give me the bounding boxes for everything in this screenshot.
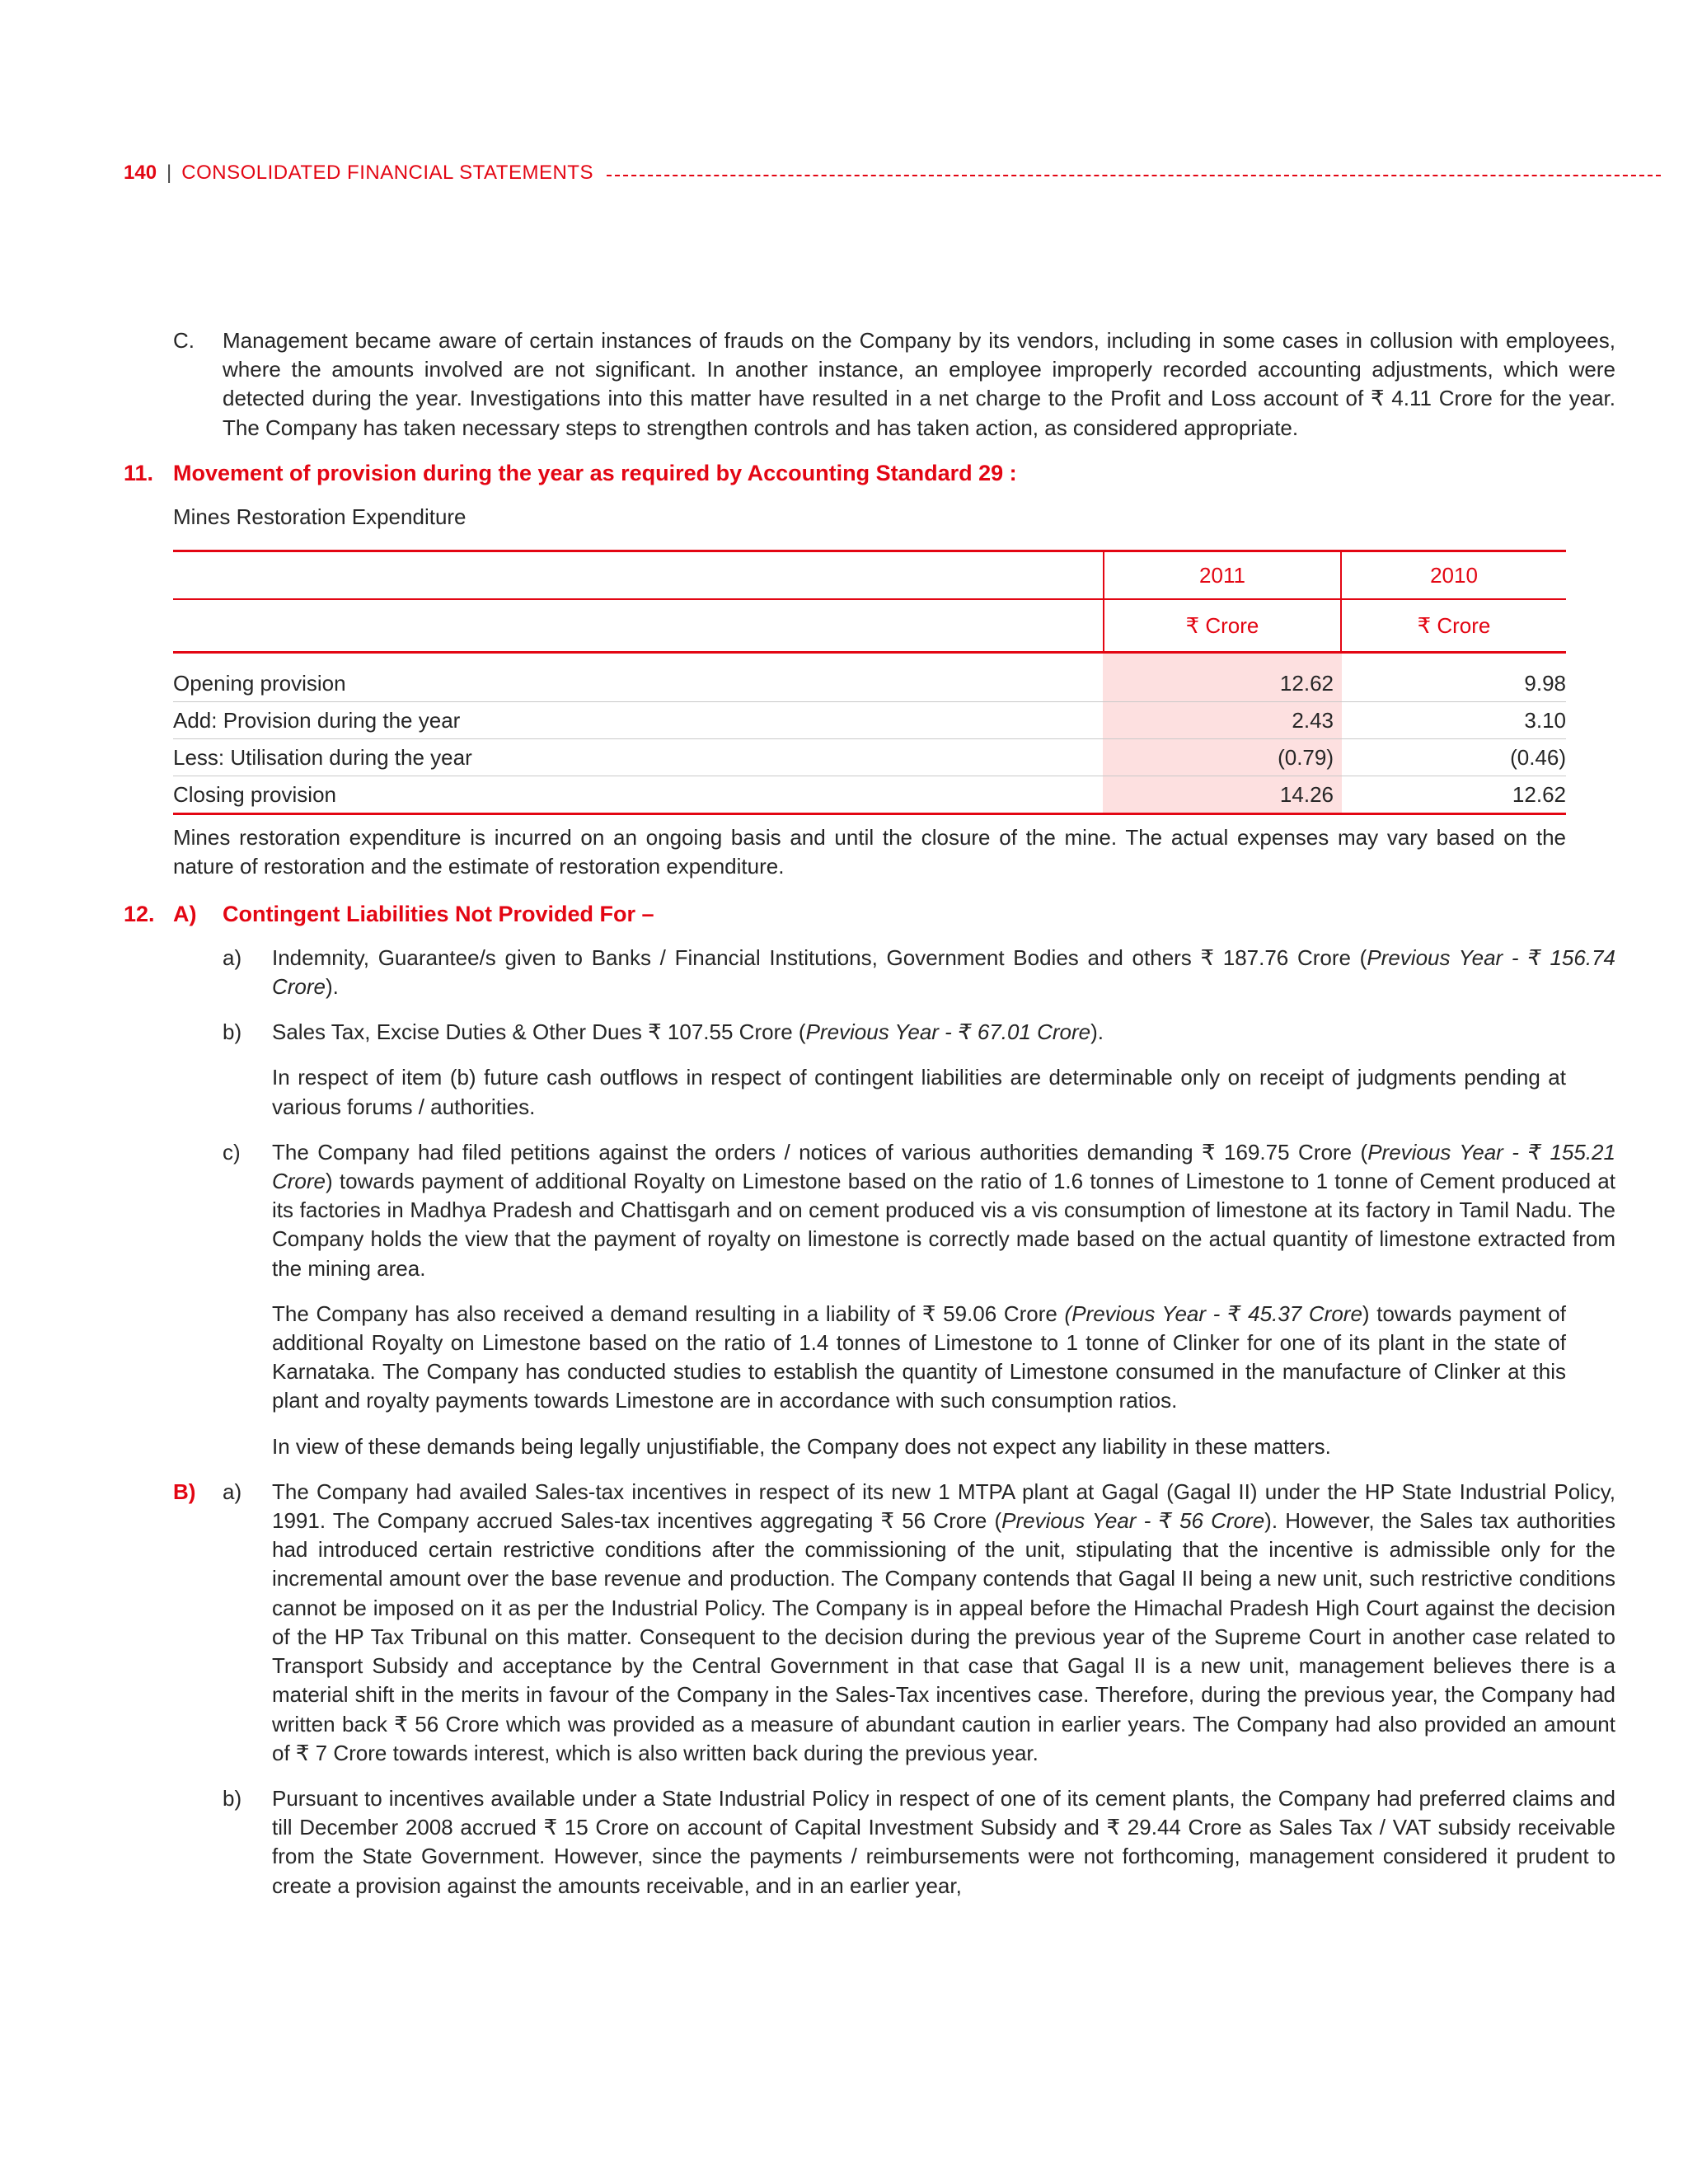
section-11-note: Mines restoration expenditure is incurred on an ongoing basis and until the closure of the mine. The actual expenses may vary based on the nature of restoration and the estimate of restoration expenditure.	[173, 825, 1566, 879]
row-value-2011: 12.62	[1103, 665, 1342, 701]
item-b-note: In respect of item (b) future cash outflows in respect of contingent liabilities are determinable only on receipt of judgments pending at various forums / authorities.	[272, 1065, 1566, 1119]
item-c-paragraph-3: In view of these demands being legally unjustifiable, the Company does not expect any liability in these matters.	[272, 1433, 1331, 1459]
page-number: 140	[124, 162, 157, 184]
table-header-years	[173, 550, 1566, 600]
unit-2010-header: ₹ Crore	[1417, 612, 1491, 638]
part-b-item-a	[173, 1478, 1615, 1768]
row-value-2010: (0.46)	[1510, 744, 1566, 770]
part-b-item-a-text: The Company had availed Sales-tax incentives in respect of its new 1 MTPA plant at Gagal (Gagal II) under the HP State Industrial Policy, 1991. The Company accrued Sales-tax incentives aggregating ₹ 56 Crore (Previous Year - ₹ 56 Crore). However, the Sales tax authorities had introduced certain restrictive conditions after the commissioning of the unit, stipulating that the incentive is admissible only for the incremental amount over the base revenue and production. The Company contends that Gagal II being a new unit, such restrictive conditions cannot be imposed on it as per the Industrial Policy. The Company is in appeal before the Himachal Pradesh High Court against the decision of the HP Tax Tribunal on this matter. Consequent to the decision during the previous year of the Supreme Court in another case related to Transport Subsidy and acceptance by the Central Government in that case that Gagal II is a new unit, management believes there is a material shift in the merits in favour of the Company in the Sales-Tax incentives case. Therefore, during the previous year, the Company had written back ₹ 56 Crore which was provided as a measure of abundant caution in earlier years. The Company had also provided an amount of ₹ 7 Crore towards interest, which is also written back during the previous year.	[272, 1479, 1615, 1765]
row-value-2011: 2.43	[1103, 702, 1342, 738]
row-value-2010: 12.62	[1512, 781, 1566, 807]
table-row	[173, 776, 1566, 815]
part-b-item-b-label: b)	[223, 1785, 242, 1811]
item-b	[223, 1018, 1566, 1047]
row-value-2011: (0.79)	[1103, 739, 1342, 776]
item-c-text: The Company had filed petitions against the orders / notices of various authorities demanding ₹ 169.75 Crore (Previous Year - ₹ 155.21 Crore) towards payment of additional Royalty on Limestone based on the ratio of 1.6 tonnes of Limestone to 1 tonne of Cement produced at its factories in Madhya Pradesh and Chattisgarh and on cement produced vis a vis consumption of limestone at its factory in Tamil Nadu. The Company holds the view that the payment of royalty on limestone is correctly made based on the actual quantity of limestone extracted from the mining area.	[272, 1139, 1615, 1281]
table-header-units	[173, 600, 1566, 654]
item-b-label: b)	[223, 1019, 242, 1045]
row-value-2010: 3.10	[1524, 707, 1566, 733]
section-11-subtitle: Mines Restoration Expenditure	[173, 504, 467, 530]
part-b-item-b-text: Pursuant to incentives available under a State Industrial Policy in respect of one of its cement plants, the Company had preferred claims and till December 2008 accrued ₹ 15 Crore on account of Capital Investment Subsidy and ₹ 29.44 Crore as Sales Tax / VAT subsidy receivable from the State Government. However, since the payments / reimbursements were not forthcoming, management considered it prudent to create a provision against the amounts receivable, and in an earlier year,	[272, 1785, 1615, 1898]
item-a-label: a)	[223, 944, 242, 970]
note-c-text: Management became aware of certain instances of frauds on the Company by its vendors, including in some cases in collusion with employees, where the amounts involved are not significant. In another instance, an employee improperly recorded accounting adjustments, which were detected during the year. Investigations into this matter have resulted in a net charge to the Profit and Loss account of ₹ 4.11 Crore for the year. The Company has taken necessary steps to strengthen controls and has taken action, as considered appropriate.	[223, 328, 1615, 440]
item-c	[223, 1138, 1615, 1283]
section-12-number: 12.	[124, 901, 155, 926]
row-label: Add: Provision during the year	[173, 707, 461, 733]
part-b-item-b	[223, 1784, 1615, 1900]
row-value-2010: 9.98	[1524, 670, 1566, 696]
item-c-label: c)	[223, 1139, 241, 1165]
section-title: CONSOLIDATED FINANCIAL STATEMENTS	[181, 162, 593, 184]
part-b-item-a-label: a)	[223, 1479, 242, 1504]
part-a-label: A)	[173, 901, 197, 926]
page-content	[124, 326, 1615, 1917]
section-12-heading	[124, 900, 1566, 929]
section-11-heading	[124, 459, 1566, 488]
table-row	[173, 739, 1566, 776]
page-header	[124, 157, 1661, 190]
note-c-label: C.	[173, 328, 195, 353]
year-2010-header: 2010	[1430, 562, 1478, 588]
row-label: Opening provision	[173, 670, 346, 696]
header-separator: |	[166, 162, 172, 184]
header-dashed-rule	[607, 175, 1661, 176]
table-body	[173, 654, 1566, 815]
item-c-paragraph-2: The Company has also received a demand resulting in a liability of ₹ 59.06 Crore (Previous Year - ₹ 45.37 Crore) towards payment of additional Royalty on Limestone based on the ratio of 1.4 tonnes of Limestone to 1 tonne of Clinker for one of its plant in the state of Karnataka. The Company has conducted studies to establish the quantity of Limestone consumed in the manufacture of Clinker at this plant and royalty payments towards Limestone are in accordance with such consumption ratios.	[272, 1301, 1566, 1413]
year-2011-header: 2011	[1103, 552, 1342, 598]
part-a-title: Contingent Liabilities Not Provided For –	[223, 901, 654, 926]
row-label: Less: Utilisation during the year	[173, 744, 472, 770]
item-a-text: Indemnity, Guarantee/s given to Banks / Financial Institutions, Government Bodies and others ₹ 187.76 Crore (Previous Year - ₹ 156.74 Crore).	[272, 944, 1615, 1000]
section-11-title: Movement of provision during the year as required by Accounting Standard 29 :	[173, 460, 1017, 485]
section-11-number: 11.	[124, 460, 154, 485]
table-row	[173, 665, 1566, 702]
row-label: Closing provision	[173, 781, 336, 807]
row-value-2011: 14.26	[1103, 776, 1342, 813]
unit-2011-header: ₹ Crore	[1103, 600, 1342, 651]
part-b-label: B)	[173, 1479, 196, 1504]
table-row	[173, 702, 1566, 739]
provision-table	[173, 550, 1566, 815]
item-a	[223, 944, 1615, 1001]
note-c	[173, 326, 1615, 443]
item-b-text: Sales Tax, Excise Duties & Other Dues ₹ 107.55 Crore (Previous Year - ₹ 67.01 Crore).	[272, 1019, 1104, 1045]
